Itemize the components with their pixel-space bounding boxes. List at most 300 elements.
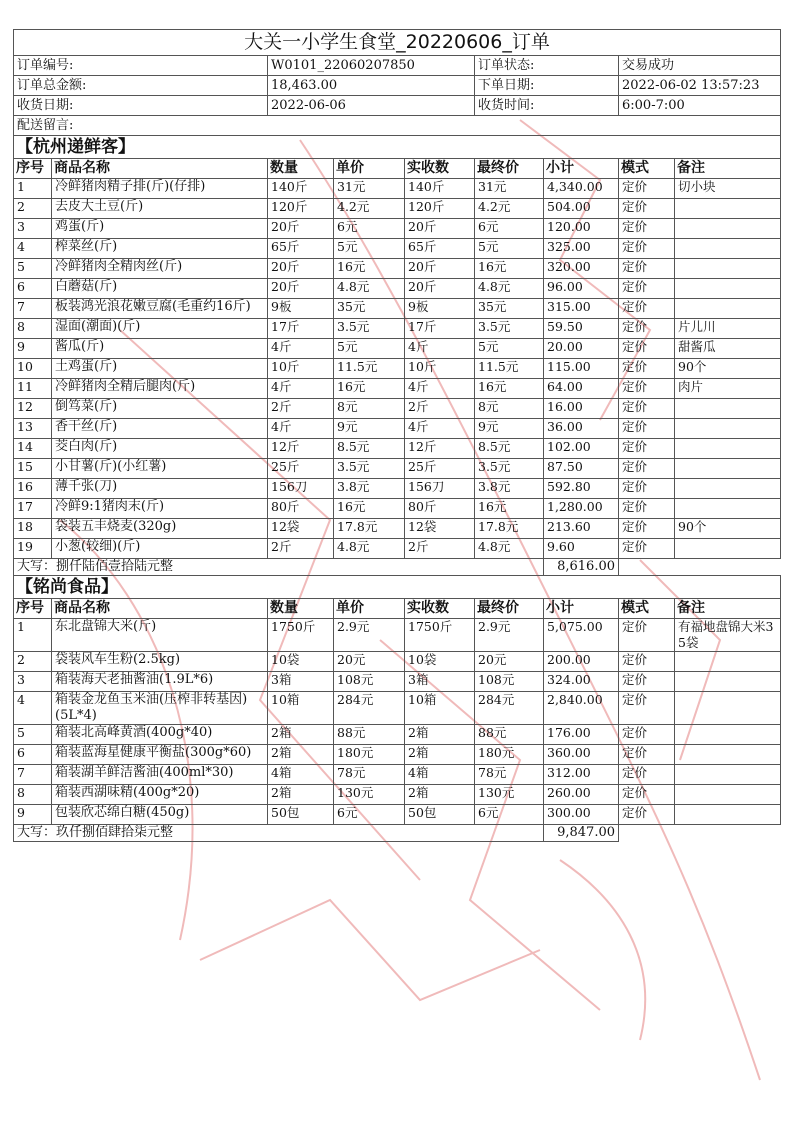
table-row — [14, 539, 781, 559]
supplier-sections — [14, 136, 781, 842]
cell-received-qty: 80斤 — [405, 499, 475, 519]
cell-final-price: 6元 — [475, 219, 544, 239]
cell-received-qty: 4斤 — [405, 419, 475, 439]
cell-product-name: 板装鸿光浪花嫩豆腐(毛重约16斤) — [52, 299, 268, 319]
cell-note: 切小块 — [675, 179, 781, 199]
table-row — [14, 745, 781, 765]
cell-quantity: 2箱 — [268, 725, 334, 745]
page-title: 大关一小学生食堂_20220606_订单 — [14, 30, 781, 56]
cell-subtotal: 20.00 — [544, 339, 619, 359]
cell-unit-price: 3.8元 — [334, 479, 405, 499]
cell-seq: 18 — [14, 519, 52, 539]
cell-unit-price: 78元 — [334, 765, 405, 785]
cell-seq: 2 — [14, 652, 52, 672]
cell-quantity: 10袋 — [268, 652, 334, 672]
table-row — [14, 299, 781, 319]
cell-unit-price: 3.5元 — [334, 459, 405, 479]
cell-product-name: 包装欣芯绵白糖(450g) — [52, 805, 268, 825]
supplier-total-value: 9,847.00 — [544, 825, 619, 842]
cell-note: 有福地盘锦大米35袋 — [675, 619, 781, 652]
column-header-product-name: 商品名称 — [52, 599, 268, 619]
cell-unit-price: 180元 — [334, 745, 405, 765]
column-header-received-qty: 实收数 — [405, 159, 475, 179]
cell-quantity: 17斤 — [268, 319, 334, 339]
cell-quantity: 156刀 — [268, 479, 334, 499]
empty-cell — [619, 559, 781, 576]
column-header-unit-price: 单价 — [334, 159, 405, 179]
cell-mode: 定价 — [619, 299, 675, 319]
cell-product-name: 冷鲜猪肉精子排(斤)(仔排) — [52, 179, 268, 199]
table-row — [14, 379, 781, 399]
cell-seq: 13 — [14, 419, 52, 439]
cell-unit-price: 88元 — [334, 725, 405, 745]
cell-note — [675, 459, 781, 479]
column-header-product-name: 商品名称 — [52, 159, 268, 179]
cell-received-qty: 4箱 — [405, 765, 475, 785]
cell-subtotal: 360.00 — [544, 745, 619, 765]
cell-seq: 8 — [14, 785, 52, 805]
cell-quantity: 2箱 — [268, 745, 334, 765]
cell-product-name: 茭白肉(斤) — [52, 439, 268, 459]
cell-unit-price: 17.8元 — [334, 519, 405, 539]
table-row — [14, 199, 781, 219]
table-row — [14, 359, 781, 379]
cell-seq: 10 — [14, 359, 52, 379]
cell-product-name: 袋装五丰烧麦(320g) — [52, 519, 268, 539]
cell-final-price: 8元 — [475, 399, 544, 419]
cell-unit-price: 6元 — [334, 805, 405, 825]
cell-seq: 15 — [14, 459, 52, 479]
cell-quantity: 50包 — [268, 805, 334, 825]
cell-subtotal: 504.00 — [544, 199, 619, 219]
cell-seq: 12 — [14, 399, 52, 419]
cell-note — [675, 539, 781, 559]
cell-product-name: 倒笃菜(斤) — [52, 399, 268, 419]
cell-note — [675, 652, 781, 672]
cell-unit-price: 2.9元 — [334, 619, 405, 652]
column-header-note: 备注 — [675, 599, 781, 619]
cell-mode: 定价 — [619, 439, 675, 459]
table-row — [14, 179, 781, 199]
cell-final-price: 78元 — [475, 765, 544, 785]
cell-seq: 16 — [14, 479, 52, 499]
cell-mode: 定价 — [619, 652, 675, 672]
cell-unit-price: 108元 — [334, 672, 405, 692]
cell-subtotal: 5,075.00 — [544, 619, 619, 652]
cell-received-qty: 156刀 — [405, 479, 475, 499]
cell-subtotal: 324.00 — [544, 672, 619, 692]
cell-quantity: 20斤 — [268, 219, 334, 239]
cell-received-qty: 20斤 — [405, 279, 475, 299]
order-no-label: 订单编号: — [14, 56, 268, 76]
supplier-header-row — [14, 136, 781, 159]
cell-quantity: 20斤 — [268, 279, 334, 299]
cell-mode: 定价 — [619, 419, 675, 439]
cell-unit-price: 4.2元 — [334, 199, 405, 219]
cell-product-name: 去皮大土豆(斤) — [52, 199, 268, 219]
cell-received-qty: 3箱 — [405, 672, 475, 692]
cell-unit-price: 16元 — [334, 259, 405, 279]
cell-received-qty: 2斤 — [405, 539, 475, 559]
cell-unit-price: 5元 — [334, 339, 405, 359]
delivery-remark — [14, 116, 781, 136]
cell-unit-price: 11.5元 — [334, 359, 405, 379]
cell-mode: 定价 — [619, 805, 675, 825]
cell-note: 90个 — [675, 359, 781, 379]
status-label: 订单状态: — [475, 56, 619, 76]
cell-subtotal: 300.00 — [544, 805, 619, 825]
receive-time-value: 6:00-7:00 — [619, 96, 781, 116]
table-row — [14, 725, 781, 745]
table-row — [14, 439, 781, 459]
cell-note: 片儿川 — [675, 319, 781, 339]
cell-mode: 定价 — [619, 179, 675, 199]
cell-unit-price: 130元 — [334, 785, 405, 805]
cell-seq: 4 — [14, 239, 52, 259]
cell-quantity: 4斤 — [268, 339, 334, 359]
cell-final-price: 88元 — [475, 725, 544, 745]
delivery-remark-label: 配送留言: — [17, 118, 74, 133]
cell-product-name: 小甘薯(斤)(小红薯) — [52, 459, 268, 479]
table-row — [14, 239, 781, 259]
cell-mode: 定价 — [619, 459, 675, 479]
cell-note — [675, 439, 781, 459]
cell-product-name: 土鸡蛋(斤) — [52, 359, 268, 379]
cell-seq: 3 — [14, 219, 52, 239]
column-header-mode: 模式 — [619, 599, 675, 619]
table-row — [14, 479, 781, 499]
cell-note — [675, 499, 781, 519]
cell-subtotal: 260.00 — [544, 785, 619, 805]
cell-note — [675, 785, 781, 805]
cell-note — [675, 479, 781, 499]
column-header-seq: 序号 — [14, 599, 52, 619]
cell-subtotal: 59.50 — [544, 319, 619, 339]
cell-note — [675, 199, 781, 219]
supplier-total-row — [14, 825, 781, 842]
cell-note — [675, 419, 781, 439]
cell-product-name: 冷鲜猪肉全精后腿肉(斤) — [52, 379, 268, 399]
cell-seq: 2 — [14, 199, 52, 219]
cell-subtotal: 315.00 — [544, 299, 619, 319]
column-header-unit-price: 单价 — [334, 599, 405, 619]
table-row — [14, 459, 781, 479]
cell-received-qty: 4斤 — [405, 379, 475, 399]
column-header-row — [14, 599, 781, 619]
cell-note — [675, 399, 781, 419]
cell-note — [675, 765, 781, 785]
column-header-received-qty: 实收数 — [405, 599, 475, 619]
cell-product-name: 白蘑菇(斤) — [52, 279, 268, 299]
table-row — [14, 652, 781, 672]
cell-mode: 定价 — [619, 619, 675, 652]
table-row — [14, 692, 781, 725]
cell-received-qty: 2箱 — [405, 785, 475, 805]
cell-received-qty: 25斤 — [405, 459, 475, 479]
total-amount-label: 订单总金额: — [14, 76, 268, 96]
cell-received-qty: 20斤 — [405, 259, 475, 279]
cell-seq: 7 — [14, 299, 52, 319]
column-header-note: 备注 — [675, 159, 781, 179]
column-header-subtotal: 小计 — [544, 159, 619, 179]
cell-received-qty: 2斤 — [405, 399, 475, 419]
cell-unit-price: 16元 — [334, 499, 405, 519]
cell-final-price: 16元 — [475, 259, 544, 279]
cell-quantity: 20斤 — [268, 259, 334, 279]
column-header-mode: 模式 — [619, 159, 675, 179]
cell-seq: 14 — [14, 439, 52, 459]
cell-seq: 6 — [14, 745, 52, 765]
cell-quantity: 80斤 — [268, 499, 334, 519]
cell-quantity: 4箱 — [268, 765, 334, 785]
cell-mode: 定价 — [619, 319, 675, 339]
cell-final-price: 31元 — [475, 179, 544, 199]
cell-seq: 5 — [14, 259, 52, 279]
cell-seq: 17 — [14, 499, 52, 519]
total-in-words: 大写：捌仟陆佰壹拾陆元整 — [14, 559, 544, 576]
cell-mode: 定价 — [619, 219, 675, 239]
cell-final-price: 4.2元 — [475, 199, 544, 219]
table-row — [14, 319, 781, 339]
total-in-words: 大写：玖仟捌佰肆拾柒元整 — [14, 825, 544, 842]
cell-subtotal: 9.60 — [544, 539, 619, 559]
cell-note — [675, 259, 781, 279]
cell-seq: 8 — [14, 319, 52, 339]
cell-final-price: 5元 — [475, 239, 544, 259]
cell-product-name: 箱装金龙鱼玉米油(压榨非转基因) (5L*4) — [52, 692, 268, 725]
column-header-quantity: 数量 — [268, 159, 334, 179]
cell-mode: 定价 — [619, 279, 675, 299]
cell-received-qty: 10斤 — [405, 359, 475, 379]
cell-received-qty: 50包 — [405, 805, 475, 825]
cell-unit-price: 35元 — [334, 299, 405, 319]
supplier-name: 【铭尚食品】 — [14, 576, 781, 599]
cell-seq: 5 — [14, 725, 52, 745]
cell-final-price: 11.5元 — [475, 359, 544, 379]
cell-unit-price: 284元 — [334, 692, 405, 725]
cell-mode: 定价 — [619, 672, 675, 692]
cell-quantity: 65斤 — [268, 239, 334, 259]
cell-product-name: 冷鲜猪肉全精肉丝(斤) — [52, 259, 268, 279]
cell-quantity: 10斤 — [268, 359, 334, 379]
cell-mode: 定价 — [619, 692, 675, 725]
cell-received-qty: 10袋 — [405, 652, 475, 672]
receive-time-label: 收货时间: — [475, 96, 619, 116]
cell-mode: 定价 — [619, 765, 675, 785]
cell-final-price: 20元 — [475, 652, 544, 672]
cell-product-name: 小葱(较细)(斤) — [52, 539, 268, 559]
table-row — [14, 805, 781, 825]
cell-unit-price: 16元 — [334, 379, 405, 399]
cell-subtotal: 115.00 — [544, 359, 619, 379]
cell-mode: 定价 — [619, 745, 675, 765]
cell-note — [675, 692, 781, 725]
cell-product-name: 袋装风车生粉(2.5kg) — [52, 652, 268, 672]
column-header-final-price: 最终价 — [475, 159, 544, 179]
cell-mode: 定价 — [619, 359, 675, 379]
cell-seq: 9 — [14, 339, 52, 359]
cell-subtotal: 102.00 — [544, 439, 619, 459]
cell-subtotal: 1,280.00 — [544, 499, 619, 519]
cell-received-qty: 12斤 — [405, 439, 475, 459]
cell-final-price: 284元 — [475, 692, 544, 725]
cell-final-price: 130元 — [475, 785, 544, 805]
cell-note — [675, 672, 781, 692]
cell-mode: 定价 — [619, 519, 675, 539]
cell-subtotal: 200.00 — [544, 652, 619, 672]
cell-note — [675, 745, 781, 765]
cell-final-price: 5元 — [475, 339, 544, 359]
cell-final-price: 9元 — [475, 419, 544, 439]
cell-mode: 定价 — [619, 259, 675, 279]
supplier-name: 【杭州递鲜客】 — [14, 136, 781, 159]
cell-unit-price: 4.8元 — [334, 279, 405, 299]
table-row — [14, 419, 781, 439]
cell-received-qty: 65斤 — [405, 239, 475, 259]
column-header-row — [14, 159, 781, 179]
cell-final-price: 3.5元 — [475, 459, 544, 479]
column-header-quantity: 数量 — [268, 599, 334, 619]
cell-seq: 3 — [14, 672, 52, 692]
cell-subtotal: 16.00 — [544, 399, 619, 419]
total-amount-value: 18,463.00 — [268, 76, 475, 96]
table-row — [14, 399, 781, 419]
cell-note: 90个 — [675, 519, 781, 539]
cell-subtotal: 36.00 — [544, 419, 619, 439]
cell-subtotal: 176.00 — [544, 725, 619, 745]
cell-final-price: 8.5元 — [475, 439, 544, 459]
cell-mode: 定价 — [619, 379, 675, 399]
cell-subtotal: 325.00 — [544, 239, 619, 259]
cell-quantity: 4斤 — [268, 419, 334, 439]
cell-seq: 11 — [14, 379, 52, 399]
cell-unit-price: 5元 — [334, 239, 405, 259]
supplier-header-row — [14, 576, 781, 599]
cell-note — [675, 219, 781, 239]
order-sheet — [13, 29, 780, 842]
cell-seq: 19 — [14, 539, 52, 559]
cell-mode: 定价 — [619, 725, 675, 745]
cell-subtotal: 120.00 — [544, 219, 619, 239]
empty-cell — [619, 825, 781, 842]
cell-product-name: 榨菜丝(斤) — [52, 239, 268, 259]
cell-unit-price: 6元 — [334, 219, 405, 239]
cell-product-name: 东北盘锦大米(斤) — [52, 619, 268, 652]
cell-final-price: 6元 — [475, 805, 544, 825]
cell-unit-price: 8.5元 — [334, 439, 405, 459]
cell-quantity: 2箱 — [268, 785, 334, 805]
order-no-value: W0101_22060207850 — [268, 56, 475, 76]
cell-final-price: 3.5元 — [475, 319, 544, 339]
cell-unit-price: 20元 — [334, 652, 405, 672]
cell-subtotal: 96.00 — [544, 279, 619, 299]
cell-product-name: 箱装北高峰黄酒(400g*40) — [52, 725, 268, 745]
cell-seq: 1 — [14, 619, 52, 652]
cell-quantity: 9板 — [268, 299, 334, 319]
cell-quantity: 12斤 — [268, 439, 334, 459]
cell-seq: 9 — [14, 805, 52, 825]
cell-subtotal: 4,340.00 — [544, 179, 619, 199]
cell-mode: 定价 — [619, 199, 675, 219]
cell-seq: 6 — [14, 279, 52, 299]
cell-mode: 定价 — [619, 479, 675, 499]
cell-final-price: 35元 — [475, 299, 544, 319]
receive-date-label: 收货日期: — [14, 96, 268, 116]
cell-quantity: 2斤 — [268, 539, 334, 559]
cell-unit-price: 31元 — [334, 179, 405, 199]
cell-mode: 定价 — [619, 785, 675, 805]
cell-final-price: 16元 — [475, 379, 544, 399]
cell-mode: 定价 — [619, 339, 675, 359]
cell-unit-price: 9元 — [334, 419, 405, 439]
cell-product-name: 薄千张(刀) — [52, 479, 268, 499]
cell-note: 甜酱瓜 — [675, 339, 781, 359]
cell-product-name: 箱装西湖味精(400g*20) — [52, 785, 268, 805]
order-date-value: 2022-06-02 13:57:23 — [619, 76, 781, 96]
cell-product-name: 湿面(潮面)(斤) — [52, 319, 268, 339]
cell-product-name: 箱装湖羊鲜洁酱油(400ml*30) — [52, 765, 268, 785]
cell-mode: 定价 — [619, 399, 675, 419]
cell-subtotal: 320.00 — [544, 259, 619, 279]
table-row — [14, 499, 781, 519]
cell-received-qty: 4斤 — [405, 339, 475, 359]
status-value: 交易成功 — [619, 56, 781, 76]
cell-quantity: 12袋 — [268, 519, 334, 539]
cell-final-price: 4.8元 — [475, 279, 544, 299]
table-row — [14, 279, 781, 299]
cell-final-price: 17.8元 — [475, 519, 544, 539]
cell-product-name: 鸡蛋(斤) — [52, 219, 268, 239]
cell-received-qty: 140斤 — [405, 179, 475, 199]
cell-subtotal: 64.00 — [544, 379, 619, 399]
column-header-final-price: 最终价 — [475, 599, 544, 619]
cell-note — [675, 725, 781, 745]
cell-quantity: 2斤 — [268, 399, 334, 419]
cell-quantity: 140斤 — [268, 179, 334, 199]
column-header-subtotal: 小计 — [544, 599, 619, 619]
cell-product-name: 冷鲜9:1猪肉末(斤) — [52, 499, 268, 519]
cell-quantity: 4斤 — [268, 379, 334, 399]
cell-product-name: 香干丝(斤) — [52, 419, 268, 439]
cell-quantity: 25斤 — [268, 459, 334, 479]
cell-received-qty: 9板 — [405, 299, 475, 319]
cell-note — [675, 279, 781, 299]
cell-mode: 定价 — [619, 539, 675, 559]
table-row — [14, 519, 781, 539]
table-row — [14, 619, 781, 652]
cell-note — [675, 805, 781, 825]
cell-quantity: 10箱 — [268, 692, 334, 725]
cell-subtotal: 2,840.00 — [544, 692, 619, 725]
cell-unit-price: 4.8元 — [334, 539, 405, 559]
table-row — [14, 672, 781, 692]
cell-quantity: 3箱 — [268, 672, 334, 692]
column-header-seq: 序号 — [14, 159, 52, 179]
receive-date-value: 2022-06-06 — [268, 96, 475, 116]
table-row — [14, 219, 781, 239]
cell-unit-price: 8元 — [334, 399, 405, 419]
cell-mode: 定价 — [619, 239, 675, 259]
cell-received-qty: 2箱 — [405, 745, 475, 765]
cell-note — [675, 299, 781, 319]
table-row — [14, 785, 781, 805]
cell-received-qty: 12袋 — [405, 519, 475, 539]
cell-note — [675, 239, 781, 259]
cell-received-qty: 1750斤 — [405, 619, 475, 652]
cell-unit-price: 3.5元 — [334, 319, 405, 339]
cell-product-name: 箱装蓝海星健康平衡盐(300g*60) — [52, 745, 268, 765]
cell-final-price: 2.9元 — [475, 619, 544, 652]
